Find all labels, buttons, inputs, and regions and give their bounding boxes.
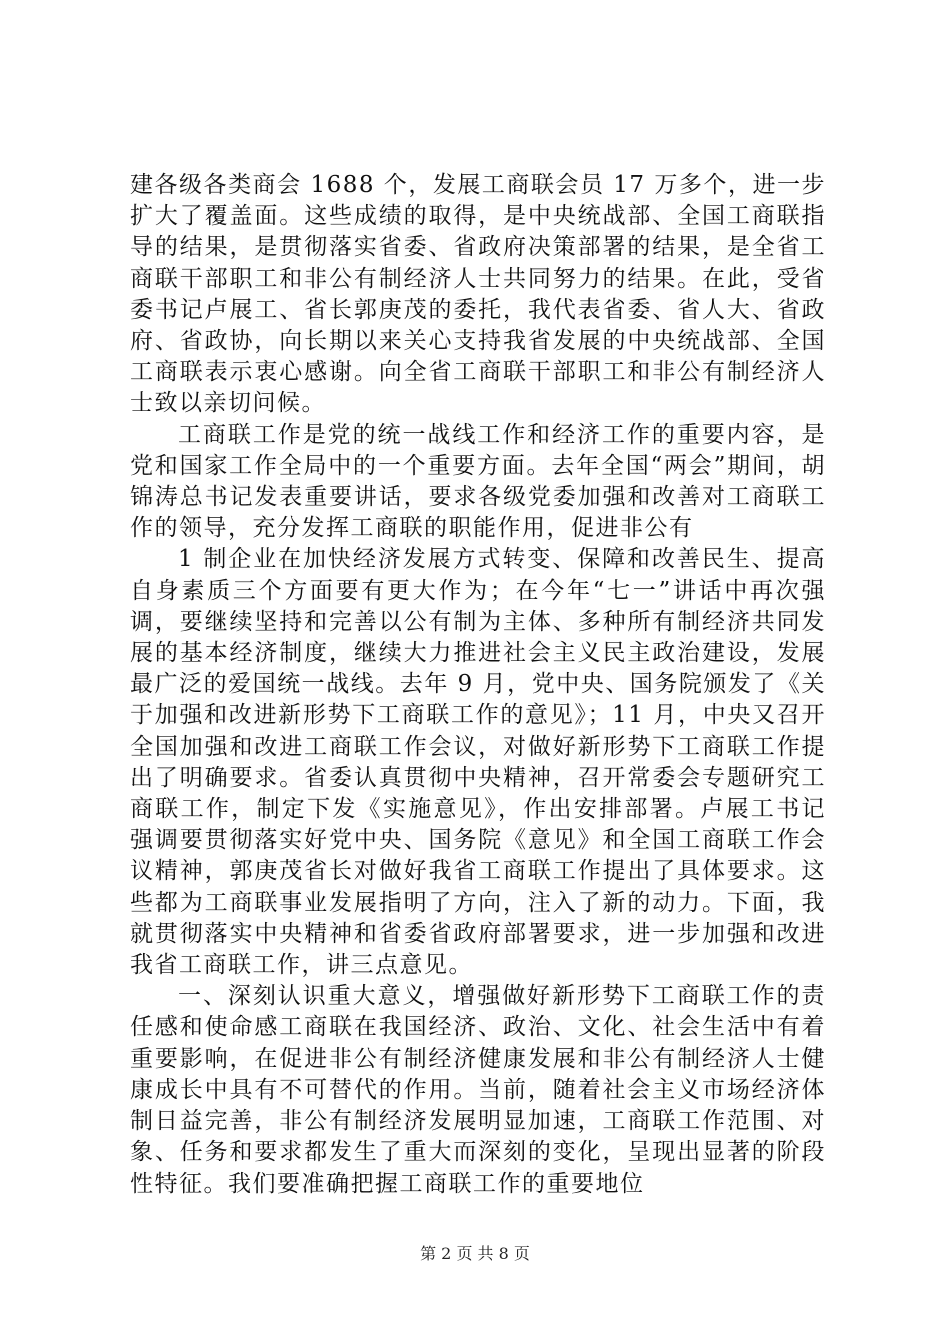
paragraph-2: 工商联工作是党的统一战线工作和经济工作的重要内容，是党和国家工作全局中的一个重要方面。去年全国“两会”期间，胡锦涛总书记发表重要讲话，要求各级党委加强和改善对工商联工作的领导，充分发挥工商联的职能作用，促进非公有 xyxy=(130,421,826,542)
page-footer: 第 2 页 共 8 页 xyxy=(420,1244,530,1263)
paragraph-3: 1 制企业在加快经济发展方式转变、保障和改善民生、提高自身素质三个方面要有更大作为；在今年“七一”讲话中再次强调，要继续坚持和完善以公有制为主体、多种所有制经济共同发展的基本经济制度，继续大力推进社会主义民主政治建设，发展最广泛的爱国统一战线。去年 9 月，党中央、国务院颁发了《关于加强和改进新形势下工商联工作的意见》；11 月，中央又召开全国加强和改进工商联工作会议，对做好新形势下工商联工作提出了明确要求。省委认真贯彻中央精神，召开常委会专题研究工商联工作，制定下发《实施意见》，作出安排部署。卢展工书记强调要贯彻落实好党中央、国务院《意见》和全国工商联工作会议精神，郭庚茂省长对做好我省工商联工作提出了具体要求。这些都为工商联事业发展指明了方向，注入了新的动力。下面，我就贯彻落实中央精神和省委省政府部署要求，进一步加强和改进我省工商联工作，讲三点意见。 xyxy=(130,546,826,979)
paragraph-4: 一、深刻认识重大意义，增强做好新形势下工商联工作的责任感和使命感工商联在我国经济、政治、文化、社会生活中有着重要影响，在促进非公有制经济健康发展和非公有制经济人士健康成长中具有不可替代的作用。当前，随着社会主义市场经济体制日益完善，非公有制经济发展明显加速，工商联工作范围、对象、任务和要求都发生了重大而深刻的变化，呈现出显著的阶段性特征。我们要准确把握工商联工作的重要地位 xyxy=(130,983,826,1197)
body-text xyxy=(130,170,826,1200)
paragraph-1: 建各级各类商会 1688 个，发展工商联会员 17 万多个，进一步扩大了覆盖面。这些成绩的取得，是中央统战部、全国工商联指导的结果，是贯彻落实省委、省政府决策部署的结果，是全省工商联干部职工和非公有制经济人士共同努力的结果。在此，受省委书记卢展工、省长郭庚茂的委托，我代表省委、省人大、省政府、省政协，向长期以来关心支持我省发展的中央统战部、全国工商联表示衷心感谢。向全省工商联干部职工和非公有制经济人士致以亲切问候。 xyxy=(130,172,826,417)
